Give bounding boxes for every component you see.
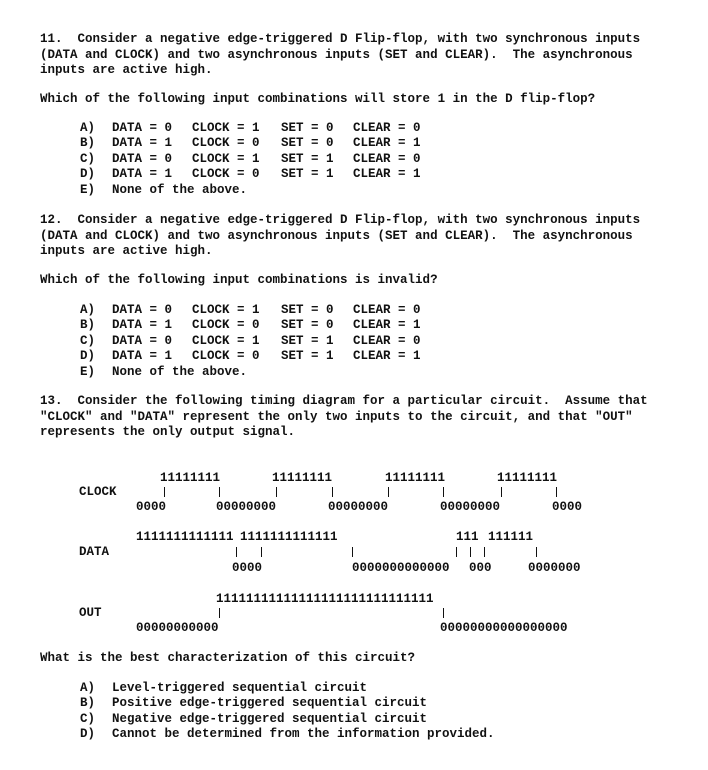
out-low-2: 00000000000000000 bbox=[440, 621, 568, 635]
option-c[interactable]: C) DATA = 0 CLOCK = 1 SET = 1 CLEAR = 0 bbox=[80, 333, 421, 348]
out-edge bbox=[219, 608, 220, 618]
question-11-options bbox=[80, 121, 421, 198]
out-low-1: 00000000000 bbox=[136, 621, 219, 635]
option-e[interactable]: E) None of the above. bbox=[80, 364, 248, 379]
clock-low-1: 0000 bbox=[136, 500, 167, 514]
option-b[interactable]: B) DATA = 1 CLOCK = 0 SET = 0 CLEAR = 1 bbox=[80, 318, 421, 333]
out-high-1: 11111111111111111111111111111 bbox=[216, 592, 434, 606]
clock-label: CLOCK bbox=[79, 485, 117, 499]
clock-low-2: 00000000 bbox=[216, 500, 277, 514]
clock-edge bbox=[332, 487, 333, 497]
clock-high-1: 11111111 bbox=[160, 471, 221, 485]
clock-high-4: 11111111 bbox=[497, 471, 558, 485]
data-edge bbox=[352, 547, 353, 557]
clock-edge bbox=[276, 487, 277, 497]
option-c[interactable]: C) Negative edge-triggered sequential circuit bbox=[80, 711, 428, 726]
data-low-1: 0000 bbox=[232, 561, 263, 575]
clock-low-5: 0000 bbox=[552, 500, 583, 514]
option-d[interactable]: D) Cannot be determined from the information provided. bbox=[80, 727, 495, 742]
question-11-text: 11. Consider a negative edge-triggered D Flip-flop, with two synchronous inputs (DATA and CLOCK) and two asynchronous inputs (SET and CLEAR). The asynchronous inputs are active high. bbox=[40, 32, 641, 77]
question-11-prompt: Which of the following input combinations will store 1 in the D flip-flop? bbox=[40, 92, 596, 106]
out-label: OUT bbox=[79, 606, 102, 620]
clock-edge bbox=[556, 487, 557, 497]
data-label: DATA bbox=[79, 545, 110, 559]
option-a[interactable]: A) DATA = 0 CLOCK = 1 SET = 0 CLEAR = 0 bbox=[80, 121, 421, 135]
data-edge bbox=[456, 547, 457, 557]
data-low-4: 0000000 bbox=[528, 561, 581, 575]
clock-high-3: 11111111 bbox=[385, 471, 446, 485]
data-high-3: 111 bbox=[456, 530, 479, 544]
data-edge bbox=[536, 547, 537, 557]
option-c[interactable]: C) DATA = 0 CLOCK = 1 SET = 1 CLEAR = 0 bbox=[80, 151, 421, 166]
data-edge bbox=[484, 547, 485, 557]
data-low-2: 0000000000000 bbox=[352, 561, 450, 575]
question-12-text: 12. Consider a negative edge-triggered D Flip-flop, with two synchronous inputs (DATA and CLOCK) and two asynchronous inputs (SET and CLEAR). The asynchronous inputs are active high. bbox=[40, 213, 641, 258]
clock-low-4: 00000000 bbox=[440, 500, 501, 514]
clock-edge bbox=[443, 487, 444, 497]
clock-edge bbox=[501, 487, 502, 497]
question-13-options bbox=[80, 681, 495, 743]
data-low-3: 000 bbox=[469, 561, 492, 575]
option-a[interactable]: A) DATA = 0 CLOCK = 1 SET = 0 CLEAR = 0 bbox=[80, 303, 421, 317]
data-high-4: 111111 bbox=[488, 530, 534, 544]
option-d[interactable]: D) DATA = 1 CLOCK = 0 SET = 1 CLEAR = 1 bbox=[80, 349, 421, 364]
data-edge bbox=[470, 547, 471, 557]
clock-edge bbox=[388, 487, 389, 497]
clock-low-3: 00000000 bbox=[328, 500, 389, 514]
question-12-prompt: Which of the following input combinations is invalid? bbox=[40, 273, 438, 287]
question-13-prompt: What is the best characterization of this circuit? bbox=[40, 651, 416, 665]
question-12-options bbox=[80, 303, 421, 380]
data-high-1: 1111111111111 bbox=[136, 530, 234, 544]
data-high-2: 1111111111111 bbox=[240, 530, 338, 544]
question-13-text: 13. Consider the following timing diagram for a particular circuit. Assume that "CLOCK" and "DATA" represent the only two inputs to the circuit, and that "OUT" represents the only output signal. bbox=[40, 394, 648, 439]
option-b[interactable]: B) Positive edge-triggered sequential circuit bbox=[80, 696, 428, 711]
option-b[interactable]: B) DATA = 1 CLOCK = 0 SET = 0 CLEAR = 1 bbox=[80, 136, 421, 151]
option-e[interactable]: E) None of the above. bbox=[80, 182, 248, 197]
option-a[interactable]: A) Level-triggered sequential circuit bbox=[80, 681, 368, 695]
clock-edge bbox=[219, 487, 220, 497]
clock-high-2: 11111111 bbox=[272, 471, 333, 485]
out-edge bbox=[443, 608, 444, 618]
data-edge bbox=[261, 547, 262, 557]
clock-edge bbox=[164, 487, 165, 497]
option-d[interactable]: D) DATA = 1 CLOCK = 0 SET = 1 CLEAR = 1 bbox=[80, 167, 421, 182]
data-edge bbox=[236, 547, 237, 557]
